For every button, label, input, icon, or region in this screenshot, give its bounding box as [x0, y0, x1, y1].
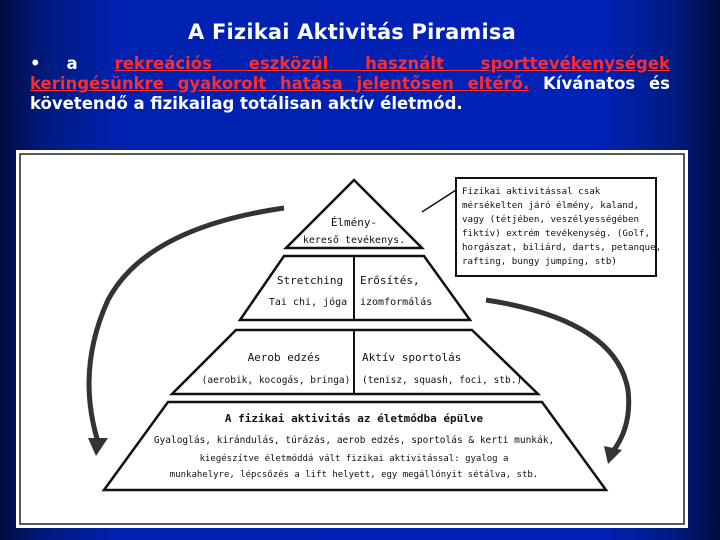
- pyramid-diagram: [16, 150, 688, 528]
- bullet-rest-text: Kívánatos és követendő a fizikailag totálisan aktív életmód.: [30, 74, 670, 113]
- base-line2: kiegészítve életmóddá vált fizikai aktivitással: gyalog a: [199, 454, 509, 464]
- stretching-line2: Tai chi, jóga: [268, 297, 348, 308]
- note-line2: mérsékelten járó élmény, kaland,: [462, 200, 640, 211]
- bullet-part1: a: [66, 54, 78, 73]
- slide-title: A Fizikai Aktivitás Piramisa: [187, 20, 516, 44]
- note-pointer-line: [422, 190, 456, 212]
- right-arrow-head: [604, 446, 622, 464]
- base-line1: Gyaloglás, kirándulás, túrázás, aerob edzés, sportolás & kerti munkák,: [153, 435, 555, 446]
- note-line6: rafting, bungy jumping, stb): [462, 256, 617, 267]
- base-line3: munkahelyre, lépcsőzés a lift helyett, egy megállónyit sétálva, stb.: [169, 470, 539, 480]
- note-line3: vagy (tétjében, veszélyességében: [462, 214, 640, 225]
- aerob-line1: Aerob edzés: [247, 351, 321, 364]
- base-title: A fizikai aktivitás az életmódba épülve: [224, 412, 484, 425]
- bullet-paragraph: [30, 54, 670, 114]
- bullet-highlighted-text: rekreációs eszközül használt sporttevékenységek keringésünkre gyakorolt hatása jelentősen eltérő.: [30, 54, 670, 93]
- pyramid-figure: [16, 150, 688, 528]
- top-label-line2: kereső tevékenys.: [302, 235, 406, 246]
- aerob-line2: (aerobik, kocogás, bringa): [201, 375, 351, 386]
- note-line4: fiktív) extrém tevékenység. (Golf,: [462, 228, 651, 239]
- strength-line1: Erősítés,: [360, 274, 420, 287]
- stretching-line1: Stretching: [276, 274, 344, 287]
- active-sport-line2: (tenisz, squash, foci, stb.): [362, 375, 523, 386]
- strength-line2: izomformálás: [360, 297, 433, 308]
- note-line1: Fizikai aktivitással csak: [462, 186, 601, 197]
- active-sport-line1: Aktív sportolás: [362, 351, 462, 364]
- note-line5: horgászat, biliárd, darts, petanque,: [462, 242, 662, 253]
- left-arrow-head: [88, 438, 108, 456]
- top-label-line1: Élmény-: [330, 216, 378, 229]
- bullet-marker: •: [30, 54, 41, 73]
